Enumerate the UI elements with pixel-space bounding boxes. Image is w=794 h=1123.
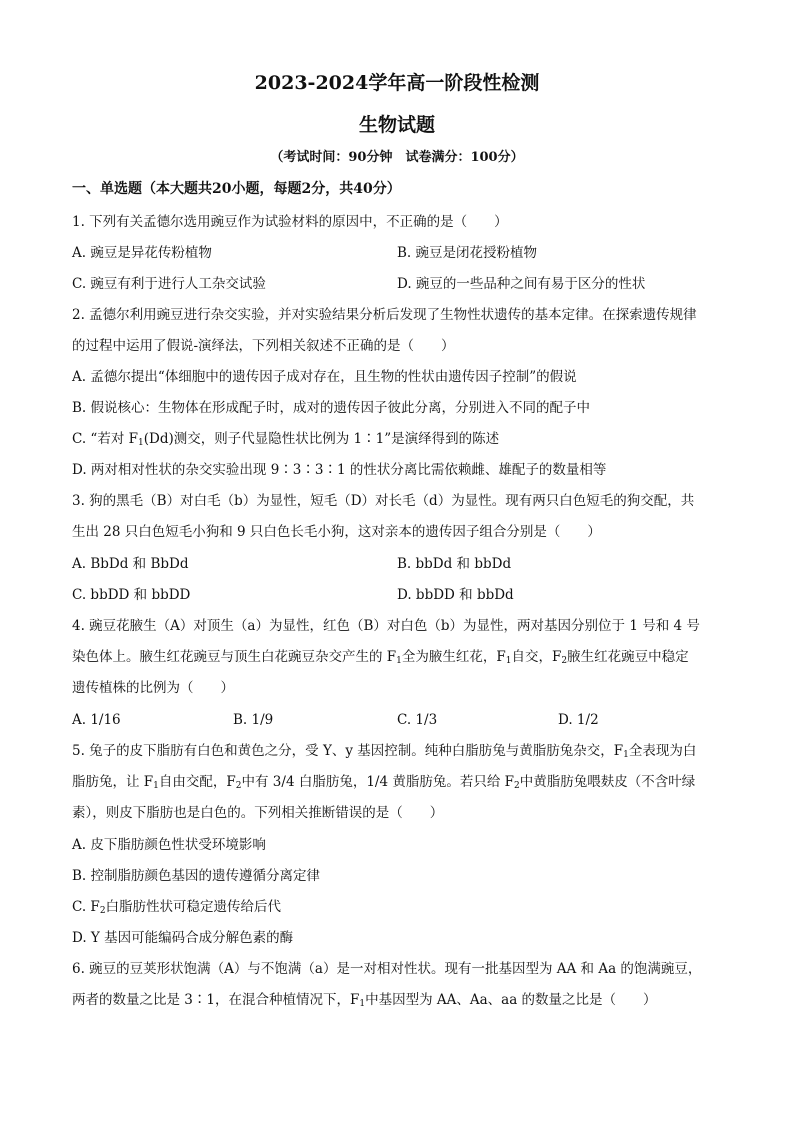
question-2-option-c: C. “若对 $F_1(Dd)$测交，则子代显隐性状比例为 1∶1”是演绎得到的陈述	[72, 431, 500, 448]
question-4-stem-line-1: 4. 豌豆花腋生（A）对顶生（a）为显性，红色（B）对白色（b）为显性，两对基因分别位于 1 号和 4 号	[72, 618, 700, 634]
question-6-stem-line-2: 两者的数量之比是 3∶1，在混合种植情况下，$F_1$中基因型为 AA、Aa、aa 的数量之比是（ ）	[72, 992, 657, 1009]
question-4-option-d: D. 1/2	[558, 712, 599, 728]
question-4-option-c: C. 1/3	[397, 712, 438, 728]
question-5-stem-line-2: 脂肪兔，让 $F_1$自由交配，$F_2$中有 3/4 白脂肪兔，1/4 黄脂肪兔。若只给 $F_2$中黄脂肪兔喂麸皮（不含叶绿	[72, 774, 696, 791]
question-5-option-c: C. $F_2$白脂肪性状可稳定遗传给后代	[72, 899, 282, 916]
question-3-option-b: B. bbDd 和 bbDd	[397, 556, 512, 572]
question-5-option-d: D. Y 基因可能编码合成分解色素的酶	[72, 930, 294, 946]
question-2-option-b: B. 假说核心：生物体在形成配子时，成对的遗传因子彼此分离，分别进入不同的配子中	[72, 400, 591, 416]
question-3-option-a: A. BbDd 和 BbDd	[72, 556, 189, 572]
question-2-option-a: A. 孟德尔提出“体细胞中的遗传因子成对存在，且生物的性状由遗传因子控制”的假说	[72, 369, 577, 385]
question-4-option-a: A. 1/16	[72, 712, 121, 728]
question-6-stem-line-1: 6. 豌豆的豆荚形状饱满（A）与不饱满（a）是一对相对性状。现有一批基因型为 AA 和 Aa 的饱满豌豆，	[72, 961, 702, 977]
question-2-stem-line-1: 2. 孟德尔利用豌豆进行杂交实验，并对实验结果分析后发现了生物性状遗传的基本定律。在探索遗传规律	[72, 307, 697, 323]
question-1-option-b: B. 豌豆是闭花授粉植物	[397, 245, 538, 261]
question-3-option-d: D. bbDD 和 bbDd	[397, 587, 514, 603]
section-heading: 一、单选题（本大题共20小题，每题2分，共40分）	[72, 181, 401, 197]
question-2-stem-line-2: 的过程中运用了假说-演绎法，下列相关叙述不正确的是（ ）	[72, 338, 455, 354]
question-5-stem-line-3: 素），则皮下脂肪也是白色的。下列相关推断错误的是（ ）	[72, 805, 444, 821]
question-1-option-a: A. 豌豆是异花传粉植物	[72, 245, 212, 261]
question-5-option-a: A. 皮下脂肪颜色性状受环境影响	[72, 837, 266, 853]
question-3-stem-line-1: 3. 狗的黑毛（B）对白毛（b）为显性，短毛（D）对长毛（d）为显性。现有两只白色短毛的狗交配，共	[72, 493, 695, 509]
exam-info: （考试时间：90分钟 试卷满分：100分）	[270, 150, 524, 165]
question-5-stem-line-1: 5. 兔子的皮下脂肪有白色和黄色之分，受 Y、y 基因控制。纯种白脂肪兔与黄脂肪兔杂交，$F_1$全表现为白	[72, 743, 697, 760]
question-1-option-d: D. 豌豆的一些品种之间有易于区分的性状	[397, 276, 646, 292]
question-1-stem: 1. 下列有关孟德尔选用豌豆作为试验材料的原因中，不正确的是（ ）	[72, 214, 508, 230]
question-5-option-b: B. 控制脂肪颜色基因的遗传遵循分离定律	[72, 868, 321, 884]
question-4-stem-line-3: 遗传植株的比例为（ ）	[72, 680, 234, 696]
question-4-option-b: B. 1/9	[233, 712, 274, 728]
exam-title: 2023-2024学年高一阶段性检测	[254, 72, 540, 94]
question-2-option-d: D. 两对相对性状的杂交实验出现 9∶3∶3∶1 的性状分离比需依赖雌、雄配子的数量相等	[72, 462, 607, 478]
question-1-option-c: C. 豌豆有利于进行人工杂交试验	[72, 276, 266, 292]
question-4-stem-line-2: 染色体上。腋生红花豌豆与顶生白花豌豆杂交产生的 $F_1$全为腋生红花，$F_1$自交，$F_2$腋生红花豌豆中稳定	[72, 649, 689, 666]
question-3-option-c: C. bbDD 和 bbDD	[72, 587, 191, 603]
question-3-stem-line-2: 生出 28 只白色短毛小狗和 9 只白色长毛小狗，这对亲本的遗传因子组合分别是（ ）	[72, 524, 601, 540]
subject-title: 生物试题	[358, 114, 435, 136]
